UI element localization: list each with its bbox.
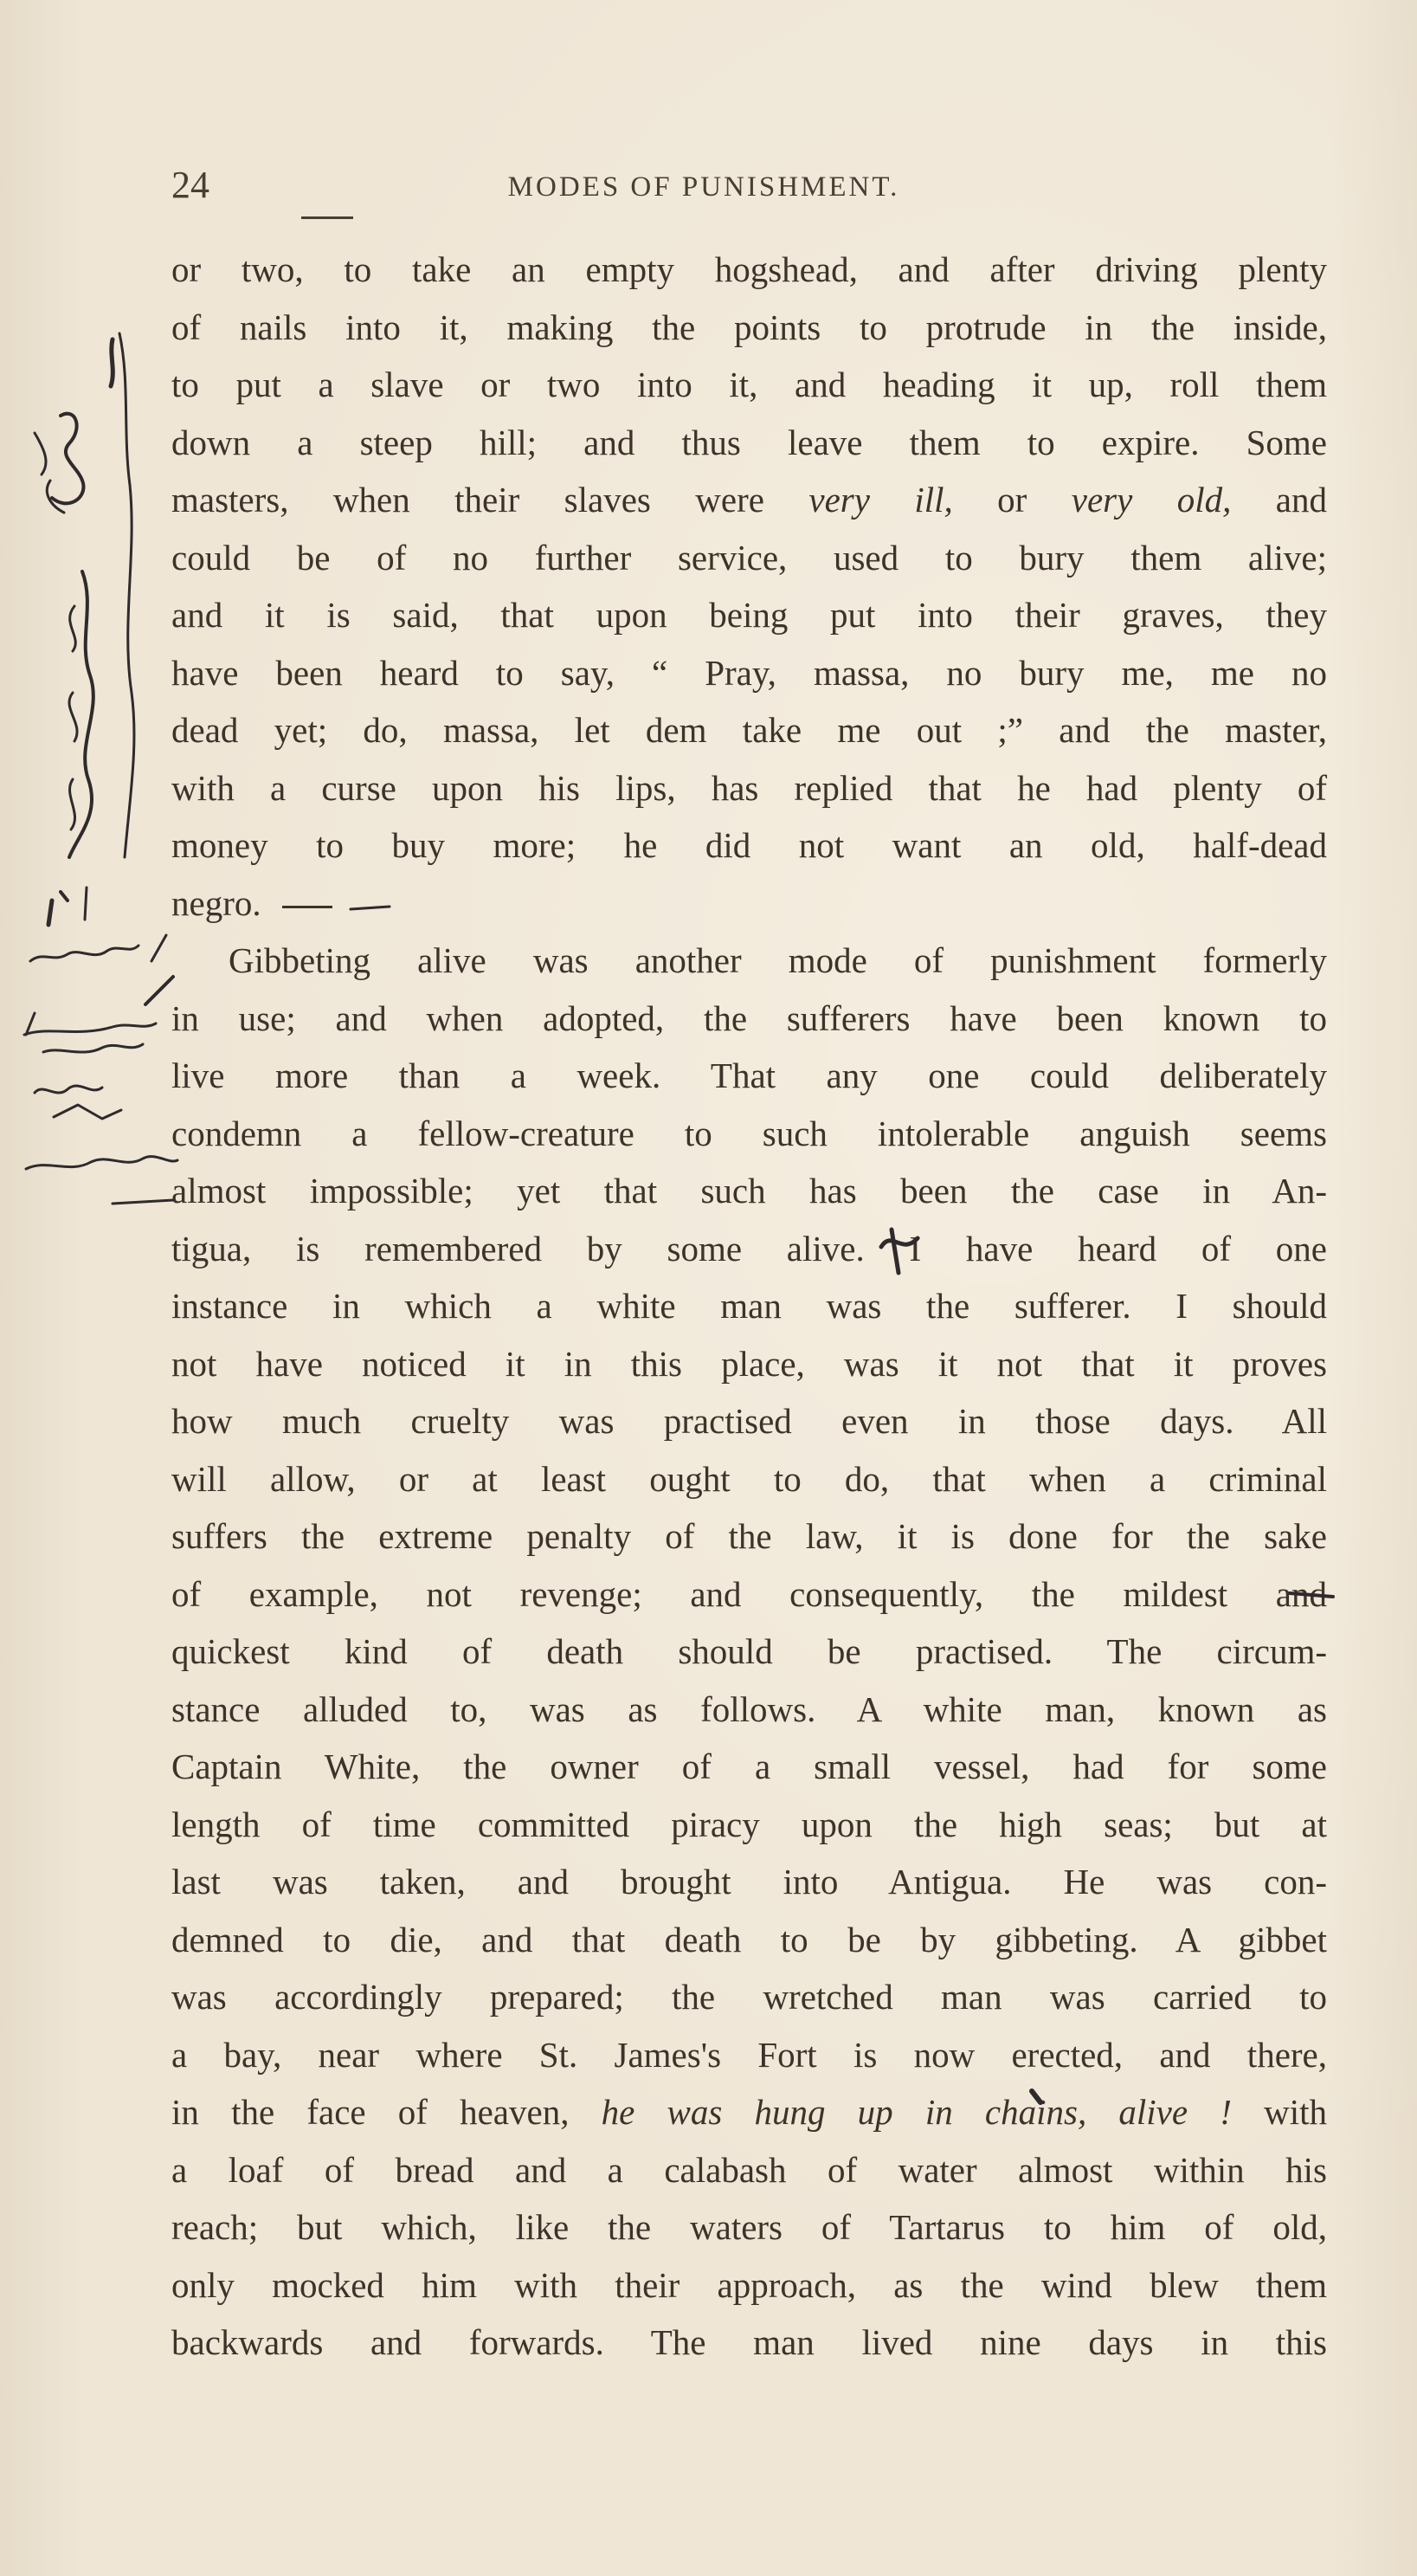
text-run: masters, when their slaves were	[171, 480, 809, 520]
text-line: last was taken, and brought into Antigua. He was con-	[171, 1862, 1327, 1901]
ink-stroke	[30, 946, 138, 961]
text-line	[171, 471, 1327, 529]
ink-stroke	[61, 892, 68, 901]
page-header	[171, 163, 1236, 215]
text-line: instance in which a white man was the sufferer. I should	[171, 1286, 1327, 1326]
text-run: in the face of heaven,	[171, 2092, 602, 2132]
italic-run: very old,	[1071, 480, 1232, 520]
ink-stroke	[69, 693, 77, 741]
ink-stroke	[24, 1023, 156, 1035]
running-head: MODES OF PUNISHMENT.	[507, 171, 900, 203]
text-line-last	[171, 875, 1327, 933]
text-line: tigua, is remembered by some alive. I have heard of one	[171, 1228, 1327, 1269]
paragraph-start-line: Gibbeting alive was another mode of punishment formerly	[229, 940, 1327, 980]
ink-stroke	[70, 606, 76, 651]
text-line: of example, not revenge; and consequently, the mildest and	[171, 1573, 1327, 1614]
text-line: dead yet; do, massa, let dem take me out ;” and the master,	[171, 710, 1327, 750]
ink-stroke	[54, 1105, 121, 1119]
text-line: could be of no further service, used to bury them alive;	[171, 537, 1327, 578]
text-line: will allow, or at least ought to do, that when a criminal	[171, 1458, 1327, 1499]
header-rule	[301, 216, 353, 219]
pen-dash	[282, 906, 332, 908]
text-line: live more than a week. That any one could deliberately	[171, 1056, 1327, 1095]
ink-stroke	[47, 481, 64, 513]
text-line: of nails into it, making the points to protrude in the inside,	[171, 307, 1327, 347]
text-line: almost impossible; yet that such has been the case in An-	[171, 1171, 1327, 1211]
text-line: backwards and forwards. The man lived nine days in this	[171, 2322, 1327, 2362]
text-line: not have noticed it in this place, was it not that it proves	[171, 1343, 1327, 1384]
text-line: how much cruelty was practised even in those days. All	[171, 1401, 1327, 1441]
text-line: demned to die, and that death to be by gibbeting. A gibbet	[171, 1919, 1327, 1959]
ink-stroke	[85, 888, 87, 920]
text-line: a loaf of bread and a calabash of water almost within his	[171, 2149, 1327, 2190]
body-text	[171, 241, 1327, 2372]
text-line: have been heard to say, “ Pray, massa, no bury me, me no	[171, 652, 1327, 693]
ink-stroke	[151, 935, 166, 961]
text-line: condemn a fellow-creature to such intolerable anguish seems	[171, 1113, 1327, 1153]
ink-stroke	[119, 333, 134, 857]
text-line: money to buy more; he did not want an old, half-dead	[171, 825, 1327, 865]
text-run: and	[1231, 480, 1327, 520]
text-line: with a curse upon his lips, has replied that he had plenty of	[171, 767, 1327, 808]
text-line: length of time committed piracy upon the high seas; but at	[171, 1804, 1327, 1844]
text-line: suffers the extreme penalty of the law, it is done for the sake	[171, 1516, 1327, 1556]
text-line: Captain White, the owner of a small vessel, had for some	[171, 1746, 1327, 1786]
text-line: was accordingly prepared; the wretched man was carried to	[171, 1977, 1327, 2017]
ink-stroke	[43, 1044, 143, 1052]
ink-stroke	[111, 339, 113, 386]
text-line: reach; but which, like the waters of Tartarus to him of old,	[171, 2207, 1327, 2247]
ink-stroke	[52, 414, 83, 504]
text-line: a bay, near where St. James's Fort is now erected, and there,	[171, 2034, 1327, 2075]
ink-stroke	[26, 1157, 177, 1169]
ink-stroke	[70, 779, 75, 830]
text-line	[171, 2083, 1327, 2141]
ink-stroke	[113, 1200, 173, 1204]
text-run: or	[952, 480, 1072, 520]
italic-run: he was hung up in chains, alive !	[601, 2092, 1232, 2132]
text-run: with	[1231, 2092, 1327, 2132]
ink-stroke	[35, 433, 46, 475]
text-line: stance alluded to, was as follows. A white man, known as	[171, 1688, 1327, 1729]
italic-run: very ill,	[808, 480, 953, 520]
text-line: down a steep hill; and thus leave them to expire. Some	[171, 422, 1327, 462]
ink-stroke	[145, 977, 173, 1004]
text-line: quickest kind of death should be practised. The circum-	[171, 1631, 1327, 1671]
ink-stroke	[69, 571, 93, 857]
text-line: and it is said, that upon being put into their graves, they	[171, 595, 1327, 635]
page-number: 24	[171, 164, 209, 206]
text-line: to put a slave or two into it, and heading it up, roll them	[171, 365, 1327, 404]
text-line: or two, to take an empty hogshead, and after driving plenty	[171, 249, 1327, 289]
text-line: in use; and when adopted, the sufferers have been known to	[171, 997, 1327, 1038]
ink-stroke	[35, 1086, 102, 1093]
ink-stroke	[48, 901, 52, 925]
ink-stroke	[26, 1013, 35, 1035]
text-line: only mocked him with their approach, as the wind blew them	[171, 2264, 1327, 2305]
text-run: negro.	[171, 882, 261, 923]
